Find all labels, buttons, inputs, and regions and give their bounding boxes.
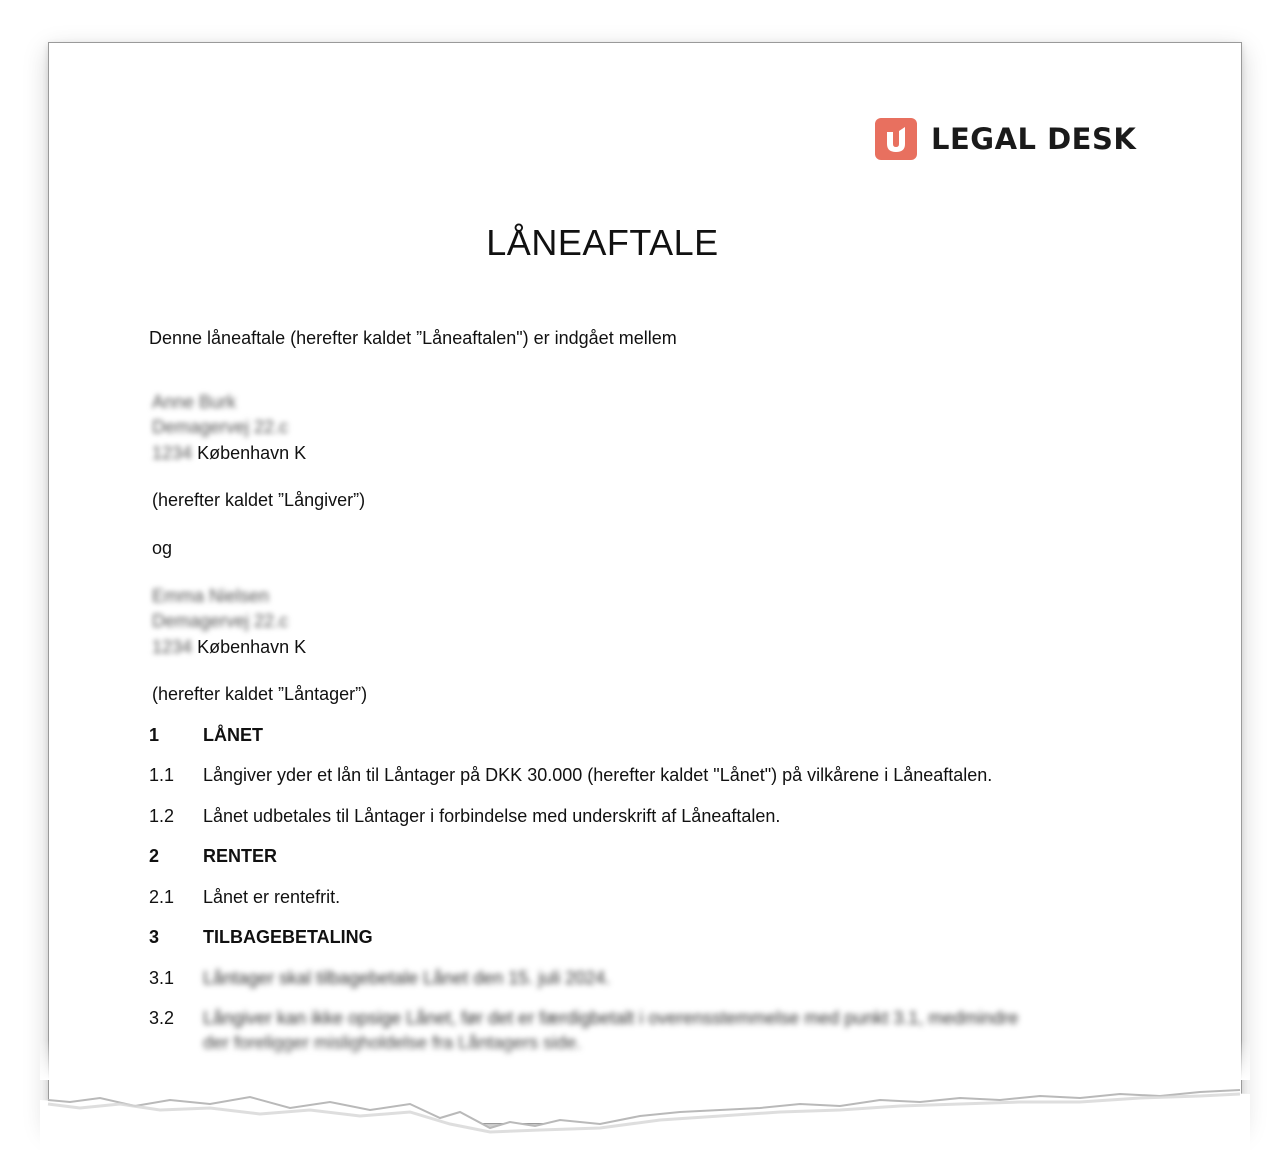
borrower-street: Demagervej 22.c xyxy=(152,611,289,631)
clause-number: 3.2 xyxy=(149,1008,175,1028)
borrower-city: København K xyxy=(197,637,307,657)
section-heading: TILBAGEBETALING xyxy=(203,927,373,947)
lender-name: Anne Burk xyxy=(152,392,237,412)
lender-role: (herefter kaldet ”Långiver”) xyxy=(152,490,366,510)
section-number: 3 xyxy=(149,927,160,947)
lender-postal xyxy=(152,443,306,464)
clause-number: 2.1 xyxy=(149,887,175,907)
clause-text-blurred: Låntager skal tilbagebetale Lånet den 15. juli 2024. xyxy=(203,968,611,988)
clause-text: Lånet er rentefrit. xyxy=(203,887,341,907)
borrower-name: Emma Nielsen xyxy=(152,586,270,606)
conjunction-text: og xyxy=(152,538,173,558)
borrower-postal xyxy=(152,637,306,658)
torn-edge xyxy=(40,1040,1250,1170)
section-heading: RENTER xyxy=(203,846,278,866)
borrower-zip: 1234 xyxy=(152,637,193,657)
clause-number: 1.1 xyxy=(149,765,175,785)
document-page xyxy=(48,42,1242,1124)
borrower-role: (herefter kaldet ”Låntager”) xyxy=(152,684,368,704)
clause-number: 1.2 xyxy=(149,806,175,826)
lender-city: København K xyxy=(197,443,307,463)
clause-text: Långiver yder et lån til Låntager på DKK 30.000 (herefter kaldet "Lånet") på vilkårene i Låneaftalen. xyxy=(203,765,993,785)
clause-number: 3.1 xyxy=(149,968,175,988)
section-number: 2 xyxy=(149,846,160,866)
section-heading: LÅNET xyxy=(203,725,263,745)
brand-name: LEGAL DESK xyxy=(931,122,1137,156)
clause-text: Lånet udbetales til Låntager i forbindelse med underskrift af Låneaftalen. xyxy=(203,806,781,826)
lender-street: Demagervej 22.c xyxy=(152,417,289,437)
intro-text: Denne låneaftale (herefter kaldet ”Låneaftalen") er indgået mellem xyxy=(149,328,677,348)
clause-text-blurred: Långiver kan ikke opsige Lånet, før det er færdigbetalt i overensstemmelse med punkt 3.1, medmindre xyxy=(203,1008,1019,1028)
legal-desk-logo-icon xyxy=(875,118,917,160)
brand-logo xyxy=(875,118,1136,160)
document-title: LÅNEAFTALE xyxy=(486,222,719,263)
lender-zip: 1234 xyxy=(152,443,193,463)
section-number: 1 xyxy=(149,725,160,745)
